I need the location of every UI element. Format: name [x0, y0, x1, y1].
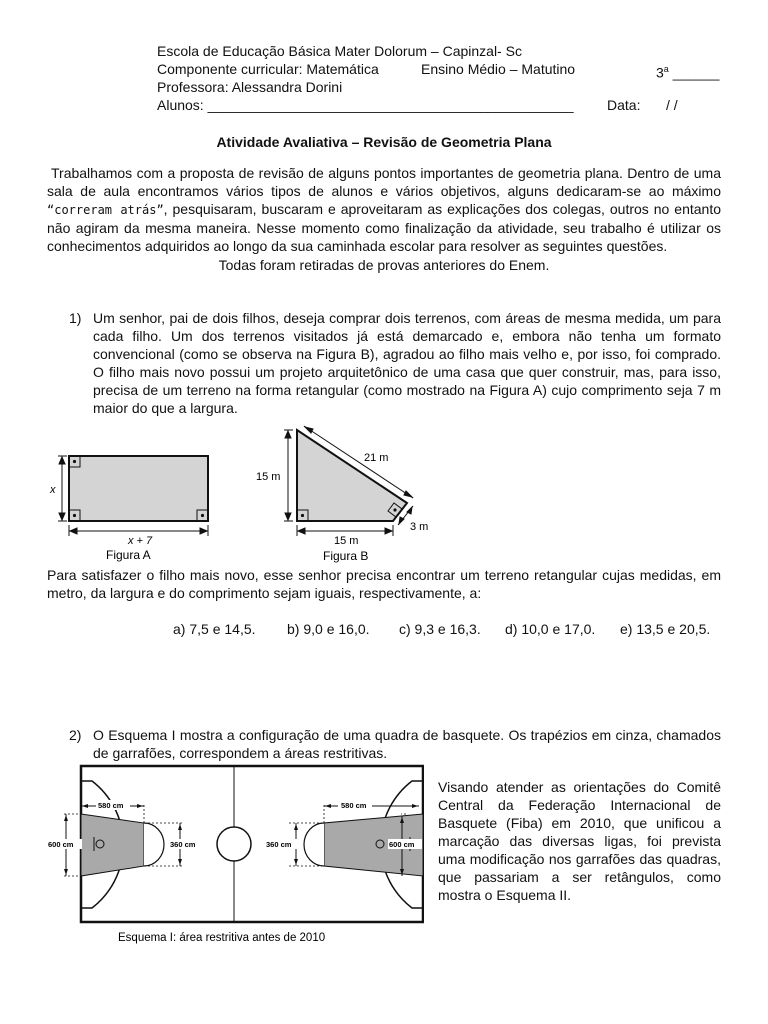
figure-a-label-x-plus-7: x + 7 [128, 535, 153, 547]
court-caption: Esquema I: área restritiva antes de 2010 [118, 932, 326, 944]
question-1-number: 1) [69, 310, 82, 326]
right-580-label: 580 cm [341, 801, 367, 810]
figure-b-caption: Figura B [323, 549, 369, 563]
question-2-number: 2) [69, 727, 82, 743]
grade-ordinal: a [663, 64, 669, 74]
question-2-side-text: Visando atender as orientações do Comitê Central da Federação Internacional de Basquete (Fiba) em 2010, que unificou a marcação das diversas ligas, foi prevista uma modificação nos garrafões das quadras, que passariam a ser retângulos, como mostra o Esquema II. [438, 779, 721, 903]
figure-a-label-x: x [50, 484, 56, 496]
option-b: b) 9,0 e 16,0. [287, 621, 370, 637]
center-circle [217, 827, 251, 861]
right-600-label: 600 cm [389, 840, 415, 849]
question-1-prompt: Para satisfazer o filho mais novo, esse senhor precisa encontrar um terreno retangular cujas medidas, em metro, da largura e do comprimento sejam iguais, respectivamente, a: [47, 567, 721, 601]
page-title: Atividade Avaliativa – Revisão de Geometria Plana [216, 134, 552, 150]
figure-b-label-3m: 3 m [410, 521, 429, 533]
figure-b-left-dimension [284, 430, 293, 521]
curricular-component: Componente curricular: Matemática [157, 61, 379, 77]
grade-number: 3 [656, 64, 664, 81]
intro-paragraph [47, 164, 721, 255]
option-c: c) 9,3 e 16,3. [399, 621, 481, 637]
right-360-label: 360 cm [266, 840, 292, 849]
question-2-text: O Esquema I mostra a configuração de uma quadra de basquete. Os trapézios em cinza, chamados de garrafões, correspondem a áreas restritivas. [93, 727, 721, 761]
education-level: Ensino Médio – Matutino [421, 61, 576, 77]
intro-part2: , pesquisaram, buscaram e aproveitaram as explicações dos colegas, outros no entanto não agiram da mesma maneira. Nesse momento como finalização da atividade, seu trabalho é utilizar os conhecimentos adquiridos ao longo da sua caminhada escolar para resolver as seguintes questões. [47, 201, 721, 254]
figure-b-label-15m-left: 15 m [256, 471, 281, 483]
left-600-label: 600 cm [48, 840, 74, 849]
left-360-label: 360 cm [170, 840, 196, 849]
school-name: Escola de Educação Básica Mater Dolorum – Capinzal- Sc [157, 43, 522, 59]
option-e: e) 13,5 e 20,5. [620, 621, 711, 637]
students-field: Alunos: _______________________________________________ [157, 97, 574, 113]
basketball-court-diagram [44, 763, 424, 948]
date-label: Data: [607, 97, 641, 113]
option-d: d) 10,0 e 17,0. [505, 621, 596, 637]
figure-a-rectangle [69, 456, 208, 521]
figure-a [44, 445, 224, 563]
figure-a-height-dimension [58, 456, 67, 521]
left-restricted-area [81, 814, 144, 876]
teacher-name: Professora: Alessandra Dorini [157, 79, 343, 95]
intro-quoted: “correram atrás” [47, 203, 164, 217]
left-580-label: 580 cm [98, 801, 124, 810]
figure-a-caption: Figura A [106, 548, 151, 562]
figure-b-label-21m: 21 m [364, 452, 389, 464]
intro-last-line: Todas foram retiradas de provas anteriores do Enem. [218, 257, 550, 273]
grade-field [656, 60, 719, 82]
date-field: / / [666, 97, 678, 113]
option-a: a) 7,5 e 14,5. [173, 621, 256, 637]
question-1-text: Um senhor, pai de dois filhos, deseja comprar dois terrenos, com áreas de mesma medida, um para cada filho. Um dos terrenos visitados já está demarcado e, embora não tenha um formato convencional (como se observa na Figura B), agradou ao filho mais velho e, por isso, foi comprado. O filho mais novo possui um projeto arquitetônico de uma casa que quer construir, mas, para isso, precisa de um terreno na forma retangular (como mostrado na Figura A) cujo comprimento seja 7 m maior do que a largura. [93, 310, 721, 416]
figure-b [250, 425, 440, 565]
grade-blank: ______ [668, 64, 720, 81]
figure-b-label-15m-bottom: 15 m [334, 535, 359, 547]
intro-part1: Trabalhamos com a proposta de revisão de alguns pontos importantes de geometria plana. Dentro de uma sala de aula encontramos vários tipos de alunos e vários objetivos, alguns dedicaram-se ao máximo [47, 165, 721, 199]
